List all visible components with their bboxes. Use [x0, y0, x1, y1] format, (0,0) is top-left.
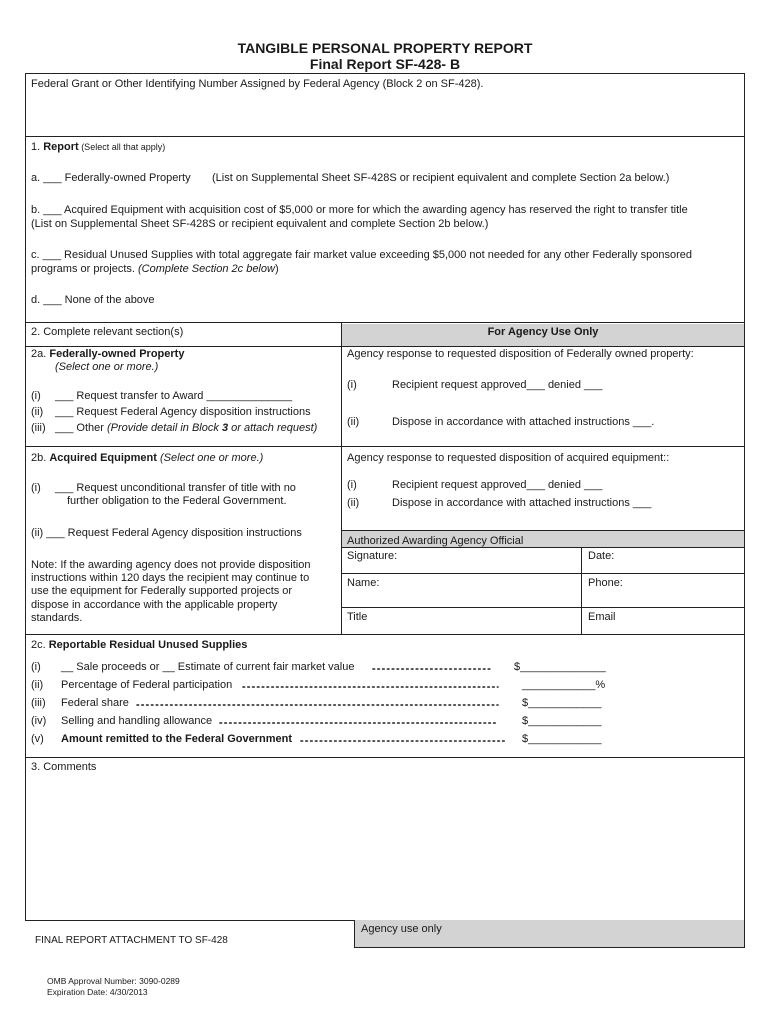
section2c-heading: 2c. Reportable Residual Unused Supplies [31, 639, 248, 651]
agency-item-num: (i) [347, 379, 357, 391]
request-instructions-option[interactable]: ___ Request Federal Agency disposition instructions [55, 406, 311, 418]
agency-item-num: (ii) [347, 497, 360, 509]
agency-dispose-2a[interactable]: Dispose in accordance with attached instructions ___. [392, 416, 655, 428]
official-heading: Authorized Awarding Agency Official [347, 535, 524, 547]
section2c-row-num: (iv) [31, 715, 47, 727]
section2b-note-line: instructions within 120 days the recipient may continue to [31, 572, 310, 584]
federal-percentage-value[interactable]: ____________% [522, 679, 606, 691]
section2c-row-num: (i) [31, 661, 41, 673]
agency-use-only-label: Agency use only [361, 923, 442, 935]
selling-allowance-value[interactable]: $____________ [522, 715, 602, 727]
section2a-item-num: (i) [31, 390, 41, 402]
report-option-a[interactable]: a. ___ Federally-owned Property [31, 172, 191, 184]
section2c-row-num: (ii) [31, 679, 44, 691]
section2a-item-num: (ii) [31, 406, 44, 418]
date-field[interactable]: Date: [588, 550, 615, 562]
agency-item-num: (ii) [347, 416, 360, 428]
section2b-item-num: (i) [31, 482, 41, 494]
selling-allowance-label: Selling and handling allowance [61, 715, 213, 727]
section2c-row-num: (v) [31, 733, 44, 745]
agency-item-num: (i) [347, 479, 357, 491]
section2a-heading: 2a. Federally-owned Property [31, 348, 185, 360]
request-disposition-instructions[interactable]: (ii) ___ Request Federal Agency disposition instructions [31, 527, 302, 539]
agency-response-2b: Agency response to requested disposition of acquired equipment:: [347, 452, 670, 464]
federal-percentage-label: Percentage of Federal participation [61, 679, 233, 691]
phone-field[interactable]: Phone: [588, 577, 623, 589]
signature-field[interactable]: Signature: [347, 550, 398, 562]
sale-proceeds-label[interactable]: __ Sale proceeds or __ Estimate of current fair market value [61, 661, 355, 673]
agency-dispose-2b[interactable]: Dispose in accordance with attached instructions ___ [392, 497, 652, 509]
section2b-note-line: standards. [31, 612, 83, 624]
section2b-note-line: dispose in accordance with the applicable property [31, 599, 278, 611]
request-unconditional-transfer-cont: further obligation to the Federal Government. [67, 495, 287, 507]
section2b-heading: 2b. Acquired Equipment (Select one or more.) [31, 452, 264, 464]
section2c-row-num: (iii) [31, 697, 46, 709]
title-field[interactable]: Title [347, 611, 368, 623]
request-unconditional-transfer[interactable]: ___ Request unconditional transfer of title with no [55, 482, 296, 494]
report-option-d[interactable]: d. ___ None of the above [31, 294, 155, 306]
agency-response-2a: Agency response to requested disposition of Federally owned property: [347, 348, 694, 360]
comments-heading: 3. Comments [31, 761, 97, 773]
report-option-a-note: (List on Supplemental Sheet SF-428S or recipient equivalent and complete Section 2a below.) [212, 172, 670, 184]
grant-number-label: Federal Grant or Other Identifying Number Assigned by Federal Agency (Block 2 on SF-428). [31, 78, 484, 90]
attachment-label: FINAL REPORT ATTACHMENT TO SF-428 [35, 935, 228, 946]
section1-heading: 1. Report (Select all that apply) [31, 141, 166, 153]
agency-approve-2a[interactable]: Recipient request approved___ denied ___ [392, 379, 603, 391]
page-title: TANGIBLE PERSONAL PROPERTY REPORT [237, 40, 533, 56]
name-field[interactable]: Name: [347, 577, 380, 589]
section2a-note: (Select one or more.) [55, 361, 159, 373]
amount-remitted-label: Amount remitted to the Federal Government [61, 733, 293, 745]
report-option-c-note: programs or projects. (Complete Section 2c below) [31, 263, 279, 275]
federal-share-value[interactable]: $____________ [522, 697, 602, 709]
section2a-item-num: (iii) [31, 422, 46, 434]
sale-proceeds-value[interactable]: $______________ [514, 661, 606, 673]
amount-remitted-value[interactable]: $____________ [522, 733, 602, 745]
other-option[interactable]: ___ Other (Provide detail in Block 3 or attach request) [55, 422, 318, 434]
agency-approve-2b[interactable]: Recipient request approved___ denied ___ [392, 479, 603, 491]
email-field[interactable]: Email [588, 611, 616, 623]
section2-heading: 2. Complete relevant section(s) [31, 326, 184, 338]
report-option-c[interactable]: c. ___ Residual Unused Supplies with total aggregate fair market value exceeding $5,000 not needed for any other Federally sponsored [31, 249, 693, 261]
request-transfer-option[interactable]: ___ Request transfer to Award ______________ [55, 390, 293, 402]
page-subtitle: Final Report SF-428- B [309, 56, 461, 72]
agency-use-heading: For Agency Use Only [487, 326, 599, 338]
comments-field[interactable] [26, 775, 744, 919]
section2b-note-line: Note: If the awarding agency does not provide disposition [31, 559, 311, 571]
report-option-b-note: (List on Supplemental Sheet SF-428S or recipient equivalent and complete Section 2b below.) [31, 218, 489, 230]
section2b-note-line: use the equipment for Federally supported projects or [31, 585, 293, 597]
expiration-date: Expiration Date: 4/30/2013 [47, 987, 148, 997]
federal-share-label: Federal share [61, 697, 129, 709]
report-option-b[interactable]: b. ___ Acquired Equipment with acquisition cost of $5,000 or more for which the awarding agency has reserved the right to transfer title [31, 204, 688, 216]
omb-number: OMB Approval Number: 3090-0289 [47, 976, 180, 986]
